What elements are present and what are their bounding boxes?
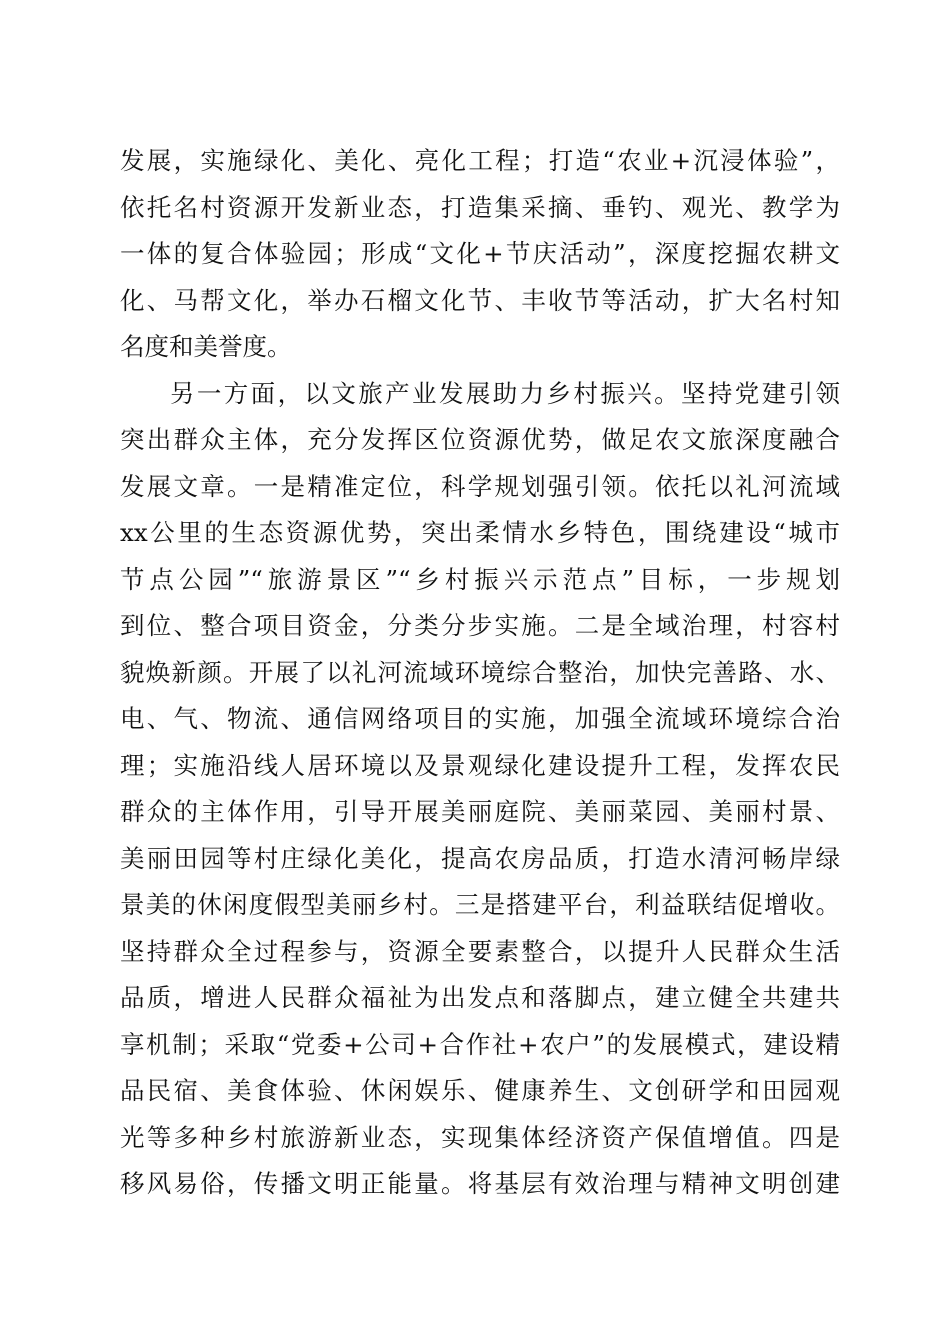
text-line: 理；实施沿线人居环境以及景观绿化建设提升工程，发挥农民: [120, 750, 840, 780]
text-line: 名度和美誉度。: [120, 332, 292, 361]
text-line: 到位、整合项目资金，分类分步实施。二是全域治理，村容村: [120, 611, 840, 640]
body-text: [120, 138, 840, 1208]
text-line: 发展，实施绿化、美化、亮化工程；打造“农业+沉浸体验”，: [120, 146, 840, 175]
paragraph-1: [120, 138, 840, 371]
text-line: 貌焕新颜。开展了以礼河流域环境综合整治，加快完善路、水、: [120, 657, 840, 687]
text-line: 另一方面，以文旅产业发展助力乡村振兴。坚持党建引领: [170, 378, 840, 408]
text-line: 群众的主体作用，引导开展美丽庭院、美丽菜园、美丽村景、: [120, 797, 840, 826]
text-line: 依托名村资源开发新业态，打造集采摘、垂钓、观光、教学为: [120, 192, 840, 222]
text-line: 品质，增进人民群众福祉为出发点和落脚点，建立健全共建共: [120, 983, 840, 1012]
text-line: 景美的休闲度假型美丽乡村。三是搭建平台，利益联结促增收。: [120, 890, 840, 919]
text-line: 坚持群众全过程参与，资源全要素整合，以提升人民群众生活: [120, 936, 840, 966]
text-line: 电、气、物流、通信网络项目的实施，加强全流域环境综合治: [120, 704, 840, 733]
paragraph-2: [120, 371, 840, 1208]
text-line: 突出群众主体，充分发挥区位资源优势，做足农文旅深度融合: [120, 425, 840, 454]
text-line: 光等多种乡村旅游新业态，实现集体经济资产保值增值。四是: [120, 1122, 840, 1152]
text-line: 节点公园”“旅游景区”“乡村振兴示范点”目标，一步规划: [120, 564, 840, 594]
text-line: 一体的复合体验园；形成“文化+节庆活动”，深度挖掘农耕文: [120, 239, 840, 268]
text-line: 享机制；采取“党委+公司+合作社+农户”的发展模式，建设精: [120, 1029, 840, 1059]
text-line: xx公里的生态资源优势，突出柔情水乡特色，围绕建设“城市: [120, 518, 840, 547]
text-line: 发展文章。一是精准定位，科学规划强引领。依托以礼河流域: [120, 471, 840, 501]
text-line: 化、马帮文化，举办石榴文化节、丰收节等活动，扩大名村知: [120, 285, 840, 315]
text-line: 美丽田园等村庄绿化美化，提高农房品质，打造水清河畅岸绿: [120, 843, 840, 873]
text-line: 品民宿、美食体验、休闲娱乐、健康养生、文创研学和田园观: [120, 1076, 840, 1105]
text-line: 移风易俗，传播文明正能量。将基层有效治理与精神文明创建: [120, 1169, 840, 1198]
